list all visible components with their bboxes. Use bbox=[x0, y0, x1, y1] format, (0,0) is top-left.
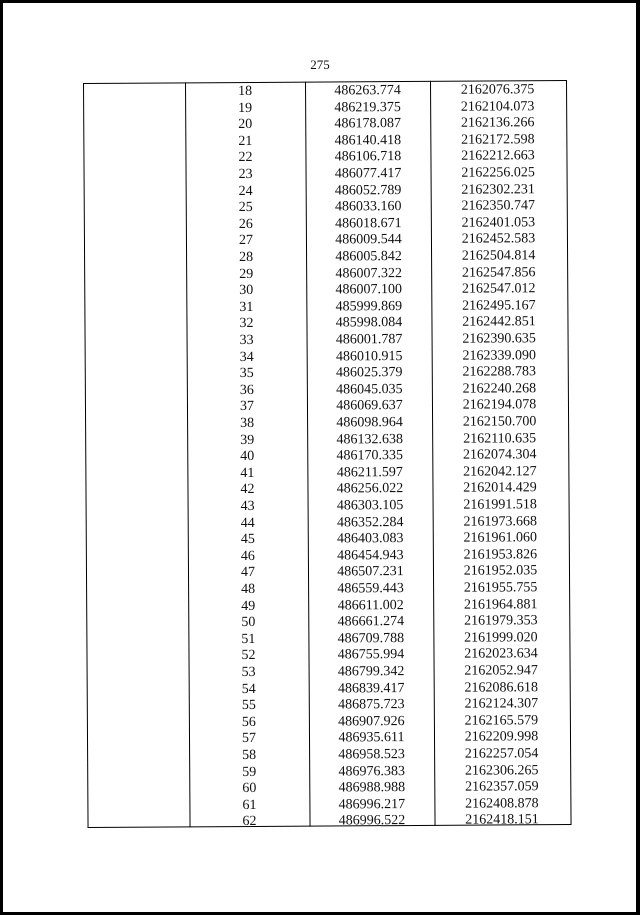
x-coordinate-cell: 486303.105 bbox=[336, 498, 404, 514]
y-coordinate-cell: 2162165.579 bbox=[464, 713, 539, 729]
point-number-cell: 18 bbox=[238, 83, 253, 100]
x-coordinate-cell: 486996.217 bbox=[338, 796, 406, 813]
point-number-cell: 51 bbox=[241, 631, 256, 647]
x-coordinate-cell: 486211.597 bbox=[336, 464, 403, 481]
x-coordinate-cell: 486907.926 bbox=[338, 713, 405, 730]
y-coordinate-cell: 2162052.947 bbox=[464, 663, 538, 679]
x-coordinate-cell: 486988.988 bbox=[338, 780, 406, 796]
x-coordinate-cell: 486403.083 bbox=[336, 531, 404, 547]
point-number-cell: 56 bbox=[241, 714, 256, 730]
point-number-cell: 54 bbox=[241, 681, 256, 697]
y-coordinate-cell: 2162339.090 bbox=[462, 347, 536, 364]
y-coordinate-cell: 2162547.856 bbox=[461, 264, 536, 281]
y-coordinate-cell: 2162194.078 bbox=[462, 397, 537, 414]
x-coordinate-cell: 486755.994 bbox=[337, 647, 405, 663]
y-coordinate-cell: 2162408.878 bbox=[465, 796, 539, 812]
y-coordinate-cell: 2162172.598 bbox=[461, 132, 535, 148]
x-coordinate-cell: 486001.787 bbox=[335, 332, 403, 348]
point-number-cell: 35 bbox=[239, 366, 254, 382]
x-coordinate-cell: 486077.417 bbox=[334, 166, 402, 182]
y-coordinate-cell: 2161991.518 bbox=[463, 497, 537, 513]
y-coordinate-cell: 2162074.304 bbox=[462, 447, 537, 463]
y-coordinate-cell: 2161964.881 bbox=[463, 596, 538, 613]
x-coordinate-cell: 486170.335 bbox=[336, 448, 404, 464]
scan-border-right bbox=[636, 0, 640, 915]
y-coordinate-cell: 2162209.998 bbox=[464, 729, 539, 746]
y-coordinate-cell: 2162086.618 bbox=[464, 679, 538, 696]
x-coordinate-cell: 486098.964 bbox=[336, 415, 403, 431]
point-number-cell: 26 bbox=[238, 216, 253, 232]
point-number-cell: 45 bbox=[240, 532, 255, 548]
y-coordinate-cell: 2162288.783 bbox=[462, 364, 537, 380]
point-number-cell: 38 bbox=[240, 415, 255, 432]
point-number-cell: 29 bbox=[239, 266, 254, 282]
y-coordinate-cell: 2162104.073 bbox=[460, 98, 535, 115]
point-number-cell: 32 bbox=[239, 316, 254, 332]
x-coordinate-cell: 486069.637 bbox=[336, 398, 403, 414]
x-coordinate-cell: 486611.002 bbox=[337, 597, 404, 614]
x-coordinate-cell: 486976.383 bbox=[338, 763, 406, 780]
point-number-cell: 46 bbox=[240, 548, 255, 564]
point-number-cell: 49 bbox=[241, 598, 256, 614]
x-coordinate-cell: 486140.418 bbox=[334, 132, 402, 149]
y-coordinate-cell: 2162452.583 bbox=[461, 231, 536, 248]
x-coordinate-cell: 486256.022 bbox=[336, 481, 404, 497]
point-number-cell: 58 bbox=[242, 747, 257, 764]
x-coordinate-cell: 486559.443 bbox=[337, 581, 404, 597]
x-coordinate-cell: 486178.087 bbox=[334, 116, 402, 132]
point-number-cell: 28 bbox=[239, 249, 254, 266]
x-coordinate-cell: 486996.522 bbox=[338, 813, 406, 829]
page-number: 275 bbox=[310, 57, 330, 72]
x-coordinate-cell: 485998.084 bbox=[335, 315, 403, 331]
y-coordinate-cell: 2162124.307 bbox=[464, 696, 539, 712]
scan-border-left bbox=[0, 0, 3, 915]
y-coordinate-cell: 2162547.012 bbox=[461, 281, 536, 297]
x-coordinate-cell: 486454.943 bbox=[337, 547, 404, 564]
y-coordinate-cell: 2162306.265 bbox=[464, 762, 539, 779]
x-coordinate-cell: 485999.869 bbox=[335, 298, 403, 315]
point-number-cell: 61 bbox=[242, 797, 257, 813]
y-coordinate-cell: 2161999.020 bbox=[464, 630, 538, 646]
x-coordinate-cell: 486958.523 bbox=[338, 747, 405, 763]
x-coordinate-cell: 486132.638 bbox=[336, 431, 403, 448]
y-coordinate-cell: 2162257.054 bbox=[464, 746, 539, 762]
point-number-cell: 52 bbox=[241, 648, 256, 664]
x-coordinate-cell: 486106.718 bbox=[334, 149, 402, 165]
y-coordinate-cell: 2162150.700 bbox=[462, 414, 537, 430]
point-number-cell: 43 bbox=[240, 498, 255, 515]
point-number-cell: 25 bbox=[238, 200, 253, 216]
y-coordinate-cell: 2162256.025 bbox=[461, 165, 535, 181]
y-coordinate-cell: 2162212.663 bbox=[461, 148, 535, 165]
y-coordinate-cell: 2162401.053 bbox=[461, 215, 536, 231]
x-coordinate-cell: 486009.544 bbox=[335, 232, 402, 248]
point-number-cell: 37 bbox=[239, 399, 255, 415]
point-number-cell: 24 bbox=[238, 183, 253, 199]
point-number-cell: 36 bbox=[239, 382, 254, 398]
x-coordinate-cell: 486263.774 bbox=[334, 83, 401, 99]
y-coordinate-cell: 2162042.127 bbox=[463, 464, 537, 480]
y-coordinate-cell: 2162357.059 bbox=[465, 779, 539, 795]
point-number-cell: 60 bbox=[242, 781, 257, 797]
point-number-cell: 22 bbox=[238, 150, 253, 166]
x-coordinate-cell: 486709.788 bbox=[337, 630, 405, 647]
point-number-cell: 55 bbox=[241, 698, 256, 714]
x-coordinate-cell: 486661.274 bbox=[337, 614, 405, 630]
x-coordinate-cell: 486052.789 bbox=[334, 182, 402, 199]
y-coordinate-cell: 2162390.635 bbox=[462, 331, 536, 347]
x-coordinate-cell: 486507.231 bbox=[337, 564, 404, 580]
x-coordinate-cell: 486045.035 bbox=[336, 381, 403, 398]
x-coordinate-cell: 486018.671 bbox=[335, 215, 402, 232]
point-number-cell: 39 bbox=[240, 432, 255, 448]
point-number-cell: 27 bbox=[238, 233, 254, 249]
y-coordinate-cell: 2162418.151 bbox=[465, 812, 539, 829]
scan-border-top bbox=[0, 0, 640, 3]
point-number-cell: 21 bbox=[238, 133, 253, 149]
point-number-cell: 19 bbox=[238, 100, 253, 116]
x-coordinate-cell: 486352.284 bbox=[336, 514, 404, 531]
point-number-cell: 33 bbox=[239, 332, 254, 349]
x-coordinate-cell: 486839.417 bbox=[337, 680, 405, 697]
y-coordinate-cell: 2162023.634 bbox=[464, 646, 538, 663]
point-number-cell: 53 bbox=[241, 664, 256, 681]
y-coordinate-cell: 2162014.429 bbox=[463, 480, 537, 497]
table-row bbox=[87, 812, 571, 832]
point-number-cell: 34 bbox=[239, 349, 254, 365]
y-coordinate-cell: 2161953.826 bbox=[463, 547, 538, 563]
point-number-cell: 59 bbox=[242, 764, 257, 780]
x-coordinate-cell: 486010.915 bbox=[335, 348, 403, 365]
y-coordinate-cell: 2161955.755 bbox=[463, 580, 538, 596]
point-number-cell: 40 bbox=[240, 449, 255, 465]
point-number-cell: 62 bbox=[242, 814, 257, 830]
y-coordinate-cell: 2161973.668 bbox=[463, 513, 537, 530]
point-number-cell: 20 bbox=[238, 117, 253, 133]
point-number-cell: 48 bbox=[241, 581, 256, 598]
point-number-cell: 31 bbox=[239, 299, 254, 315]
y-coordinate-cell: 2162495.167 bbox=[462, 298, 536, 314]
y-coordinate-cell: 2162350.747 bbox=[461, 198, 536, 214]
y-coordinate-cell: 2162240.268 bbox=[462, 381, 537, 397]
y-coordinate-cell: 2162136.266 bbox=[460, 115, 535, 131]
point-number-cell: 41 bbox=[240, 465, 255, 481]
coordinates-table bbox=[83, 80, 572, 828]
x-coordinate-cell: 486005.842 bbox=[335, 249, 402, 265]
point-number-cell: 57 bbox=[241, 731, 257, 747]
point-number-cell: 23 bbox=[238, 166, 253, 183]
point-number-cell: 44 bbox=[240, 515, 255, 531]
x-coordinate-cell: 486007.322 bbox=[335, 265, 402, 282]
y-coordinate-cell: 2162110.635 bbox=[463, 430, 537, 447]
point-number-cell: 47 bbox=[240, 565, 256, 581]
y-coordinate-cell: 2162302.231 bbox=[461, 181, 535, 198]
x-coordinate-cell: 486219.375 bbox=[334, 99, 401, 116]
point-number-cell: 50 bbox=[241, 615, 256, 631]
y-coordinate-cell: 2161979.353 bbox=[464, 613, 538, 629]
x-coordinate-cell: 486007.100 bbox=[335, 282, 403, 298]
y-coordinate-cell: 2162076.375 bbox=[460, 82, 535, 98]
point-number-cell: 42 bbox=[240, 482, 255, 498]
point-number-cell: 30 bbox=[239, 283, 254, 299]
x-coordinate-cell: 486875.723 bbox=[338, 697, 405, 713]
y-coordinate-cell: 2161952.035 bbox=[463, 563, 538, 580]
x-coordinate-cell: 486935.611 bbox=[338, 730, 405, 746]
y-coordinate-cell: 2161961.060 bbox=[463, 530, 538, 546]
x-coordinate-cell: 486025.379 bbox=[335, 365, 403, 381]
y-coordinate-cell: 2162442.851 bbox=[462, 314, 536, 331]
x-coordinate-cell: 486033.160 bbox=[334, 199, 402, 215]
y-coordinate-cell: 2162504.814 bbox=[461, 248, 536, 264]
x-coordinate-cell: 486799.342 bbox=[337, 664, 405, 680]
